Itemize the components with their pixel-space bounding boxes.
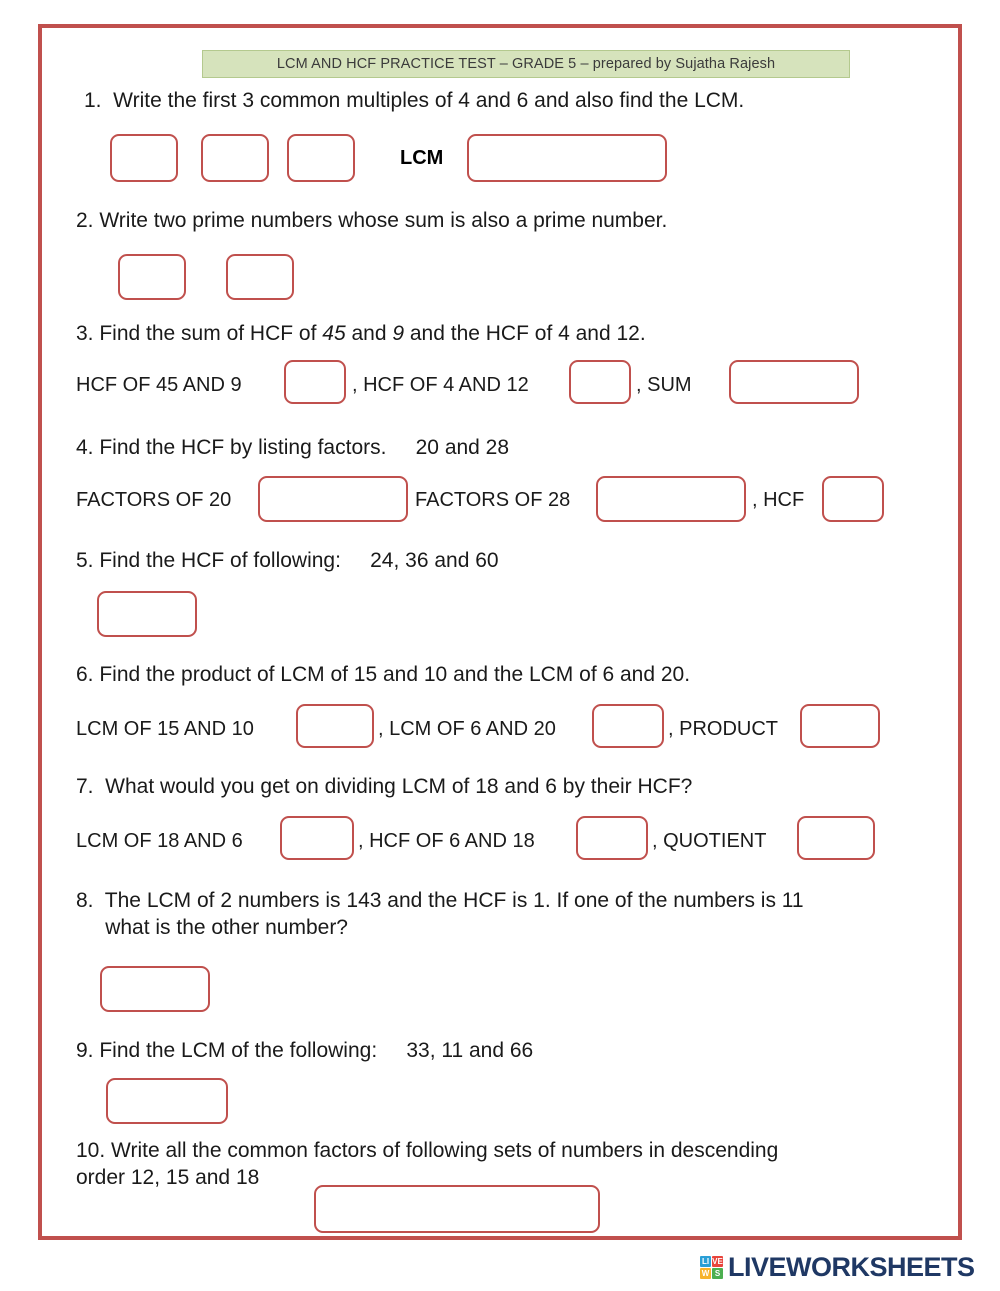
question-8-text: 8. The LCM of 2 numbers is 143 and the HCF is 1. If one of the numbers is 11 what is the other number? xyxy=(76,889,804,939)
cube-s: S xyxy=(712,1268,723,1279)
q1-lcm-label: LCM xyxy=(400,147,444,169)
question-5-text: 5. Find the HCF of following: 24, 36 and 60 xyxy=(76,549,499,572)
q3-answer-2[interactable] xyxy=(569,360,631,404)
q7-label-3: , QUOTIENT xyxy=(652,830,767,852)
q4-answer-3[interactable] xyxy=(822,476,884,522)
q4-answer-2[interactable] xyxy=(596,476,746,522)
q6-label-1: LCM OF 15 AND 10 xyxy=(76,718,254,740)
liveworksheets-logo xyxy=(700,1252,975,1282)
q3-answer-1[interactable] xyxy=(284,360,346,404)
q1-answer-3[interactable] xyxy=(287,134,355,182)
q4-label-3: , HCF xyxy=(752,489,805,511)
q6-answer-3[interactable] xyxy=(800,704,880,748)
q3-label-2: , HCF OF 4 AND 12 xyxy=(352,374,529,396)
q7-answer-1[interactable] xyxy=(280,816,354,860)
question-4-text: 4. Find the HCF by listing factors. 20 and 28 xyxy=(76,436,510,459)
q3-label-3: , SUM xyxy=(636,374,692,396)
q1-answer-2[interactable] xyxy=(201,134,269,182)
question-2-text: 2. Write two prime numbers whose sum is also a prime number. xyxy=(76,209,668,232)
q1-lcm-answer[interactable] xyxy=(467,134,667,182)
q7-label-2: , HCF OF 6 AND 18 xyxy=(358,830,535,852)
q7-answer-2[interactable] xyxy=(576,816,648,860)
question-6-text: 6. Find the product of LCM of 15 and 10 and the LCM of 6 and 20. xyxy=(76,663,691,686)
q3-part-4: 9 xyxy=(392,322,405,345)
q3-part-1: 3. Find the sum of HCF of xyxy=(76,322,323,345)
q7-label-1: LCM OF 18 AND 6 xyxy=(76,830,243,852)
q3-label-1: HCF OF 45 AND 9 xyxy=(76,374,242,396)
q3-answer-3[interactable] xyxy=(729,360,859,404)
q3-part-3: and xyxy=(345,322,393,345)
cube-ve: VE xyxy=(712,1256,723,1266)
question-1-text: 1. Write the first 3 common multiples of 4 and 6 and also find the LCM. xyxy=(84,89,745,112)
q3-part-5: and the HCF of 4 and 12. xyxy=(404,322,646,345)
q6-answer-2[interactable] xyxy=(592,704,664,748)
q1-answer-1[interactable] xyxy=(110,134,178,182)
q7-answer-3[interactable] xyxy=(797,816,875,860)
q8-answer-1[interactable] xyxy=(100,966,210,1012)
question-9-text: 9. Find the LCM of the following: 33, 11 and 66 xyxy=(76,1039,534,1062)
worksheet-page xyxy=(38,24,962,1240)
q10-answer-1[interactable] xyxy=(314,1185,600,1233)
q3-part-2: 45 xyxy=(322,322,346,345)
page-title: LCM AND HCF PRACTICE TEST – GRADE 5 – prepared by Sujatha Rajesh xyxy=(276,56,776,72)
liveworksheets-cubes-icon xyxy=(700,1256,723,1279)
q6-answer-1[interactable] xyxy=(296,704,374,748)
cube-w: W xyxy=(701,1268,710,1278)
question-3-text xyxy=(76,321,936,348)
q5-answer-1[interactable] xyxy=(97,591,197,637)
q6-label-2: , LCM OF 6 AND 20 xyxy=(378,718,556,740)
q6-label-3: , PRODUCT xyxy=(668,718,778,740)
q4-label-1: FACTORS OF 20 xyxy=(76,489,232,511)
question-7-text: 7. What would you get on dividing LCM of 18 and 6 by their HCF? xyxy=(76,775,693,798)
worksheet-title-bar xyxy=(202,50,850,78)
q9-answer-1[interactable] xyxy=(106,1078,228,1124)
liveworksheets-brand: LIVEWORKSHEETS xyxy=(728,1251,975,1282)
q4-answer-1[interactable] xyxy=(258,476,408,522)
q2-answer-1[interactable] xyxy=(118,254,186,300)
question-10-text: 10. Write all the common factors of following sets of numbers in descending order 12, 15 and 18 xyxy=(76,1139,779,1189)
cube-li: LI xyxy=(701,1256,710,1266)
q2-answer-2[interactable] xyxy=(226,254,294,300)
q4-label-2: FACTORS OF 28 xyxy=(415,489,571,511)
